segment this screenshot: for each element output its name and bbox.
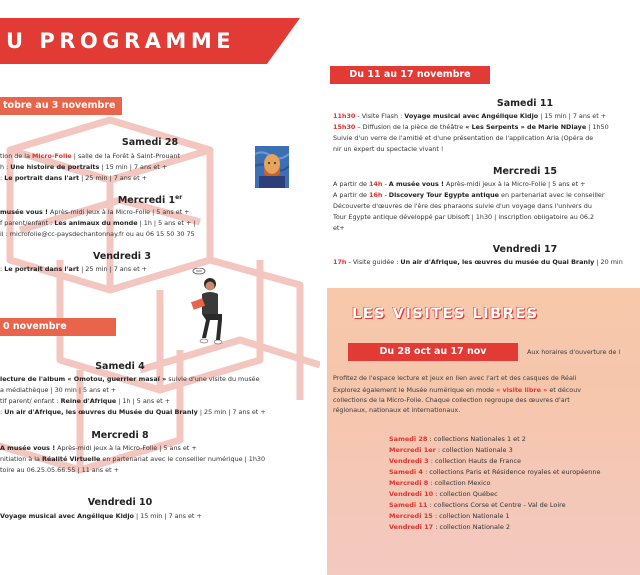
event-line: tion de la Micro-Folie | salle de la Forêt à Saint-Prouant [0, 152, 181, 160]
page-title: U PROGRAMME [6, 29, 236, 53]
event-line: nitiation à la Réalité Virtuelle en partenariat avec le conseiller numérique | 1h30 [0, 455, 266, 463]
event-line: nir un expert du spectacle vivant ! [333, 145, 444, 153]
event-line: musée vous ! Après-midi jeux à la Micro-Folie | 5 ans et + [0, 208, 190, 216]
day-title: Samedi 4 [95, 361, 145, 372]
day-title: Vendredi 3 [93, 251, 151, 262]
collection-item: Mercredi 1er : collection Nationale 3 [389, 446, 513, 454]
free-visits-paragraph: régionaux, nationaux et internationaux. [333, 406, 461, 414]
collection-item: Vendredi 17 : collection Nationale 2 [389, 523, 511, 531]
event-line: Tour Egypte antique développé par Ubisoft | 1h30 | inscription obligatoire au 06.2 [333, 213, 595, 221]
collection-item: Mercredi 8 : collection Mexico [389, 479, 491, 487]
event-line: 15h30 – Diffusion de la pièce de théâtre « Les Serpents » de Marie NDiaye | 1h50 [333, 123, 609, 131]
event-line: A musée vous ! Après-midi jeux à la Micro-Folie | 5 ans et + [0, 444, 197, 452]
collection-item: Vendredi 3 : collection Hauts de France [389, 457, 522, 465]
van-gogh-portrait-image [255, 146, 289, 188]
day-title: Samedi 11 [496, 98, 554, 109]
event-line: A partir de 14h - A musée vous ! Après-midi jeux à la Micro-Folie | 5 ans et + [333, 180, 586, 188]
event-line: a médiathèque | 30 min | 5 ans et + [0, 386, 117, 394]
free-visits-panel [327, 288, 640, 575]
collection-item: Vendredi 10 : collection Québec [389, 490, 498, 498]
collection-item: Samedi 28 : collections Nationales 1 et 2 [389, 435, 526, 443]
event-line: f parent/enfant : Les animaux du monde | 1h | 5 ans et + | [0, 219, 196, 227]
event-line: Voyage musical avec Angélique Kidjo | 15 min | 7 ans et + [0, 512, 202, 520]
collection-item: Samedi 11 : collections Corse et Centre - Val de Loire [389, 501, 566, 509]
free-visits-title: LES VISITES LIBRES [352, 306, 539, 322]
event-line: 17h - Visite guidée : Un air d'Afrique, les œuvres du musée du Quai Branly | 20 min [333, 258, 623, 266]
event-line: : Un air d'Afrique, les œuvres du Musée du Quai Branly | 25 min | 7 ans et + [0, 408, 266, 416]
event-line: lecture de l'album « Omotou, guerrier masaï » suivie d'une visite du musée [0, 375, 260, 383]
event-line: toire au 06.25.05.66.55 | 11 ans et + [0, 466, 119, 474]
event-line: : Le portrait dans l'art | 25 min | 7 ans et + [0, 265, 147, 273]
day-title: Mercredi 15 [493, 166, 557, 177]
day-title: Mercredi 8 [91, 430, 149, 441]
reading-person-illustration [188, 268, 232, 346]
opening-hours-text: Aux horaires d'ouverture de l [527, 348, 621, 356]
event-line: il : microfolie@cc-paysdechantonnay.fr ou au 06 15 50 30 75 [0, 230, 195, 238]
event-line: h : Une histoire de portraits | 15 min | 7 ans et + [0, 163, 168, 171]
free-visits-paragraph: collections de la Micro-Folie. Chaque collection regroupe des œuvres d'art [333, 396, 570, 404]
collection-item: Mercredi 15 : collection Nationale 1 [389, 512, 510, 520]
event-line: et+ [333, 224, 345, 232]
event-line: Découverte d'œuvres de l'ère des pharaons suivie d'un voyage dans l'univers du [333, 202, 592, 210]
collection-item: Samedi 4 : collections Paris et Résidence royales et européenne [389, 468, 601, 476]
free-visits-paragraph: Profitez de l'espace lecture et jeux en lien avec l'art et des casques de Réali [333, 374, 577, 382]
event-line: 11h30 - Visite Flash : Voyage musical avec Angélique Kidjo | 15 min | 7 ans et + [333, 112, 607, 120]
event-line: : Le portrait dans l'art | 25 min | 7 ans et + [0, 174, 147, 182]
section-tag-october: tobre au 3 novembre [0, 97, 122, 115]
day-title: Vendredi 10 [87, 497, 153, 508]
event-line: A partir de 16h - Discovery Tour Egypte antique en partenariat avec le conseiller [333, 191, 605, 199]
section-tag-mid-november: Du 11 au 17 novembre [330, 66, 490, 84]
free-visits-paragraph: Explorez également le Musée numérique en mode « visite libre » et découv [333, 386, 582, 394]
day-title: Samedi 28 [121, 137, 179, 148]
event-line: Suivie d'un verre de l'amitié et d'une présentation de l'application Aria (Opéra de [333, 134, 594, 142]
free-visits-date-tag: Du 28 oct au 17 nov [348, 343, 518, 361]
day-title: Mercredi 1er [117, 194, 183, 207]
event-line: tif parent/ enfant : Reine d'Afrique | 1h | 5 ans et + [0, 397, 171, 405]
day-title: Vendredi 17 [492, 244, 558, 255]
section-tag-november: 0 novembre [0, 318, 116, 336]
